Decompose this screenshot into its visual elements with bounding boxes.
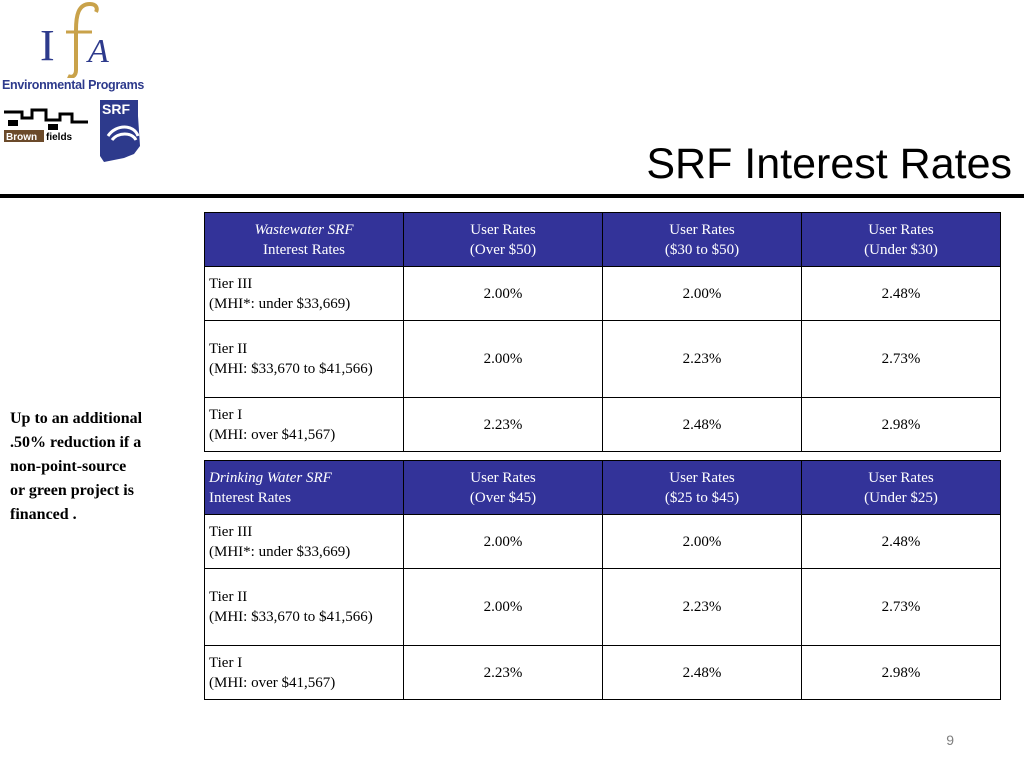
table-row xyxy=(205,569,1001,646)
header-subtitle: Interest Rates xyxy=(209,489,292,506)
header-label: User Rates xyxy=(868,469,934,486)
header-range: (Over $50) xyxy=(469,241,537,258)
rate-cell: 2.23% xyxy=(603,569,802,646)
tier-cell xyxy=(205,515,404,569)
tier-label: Tier II xyxy=(209,589,248,605)
table-row xyxy=(205,398,1001,452)
rate-cell: 2.00% xyxy=(603,515,802,569)
header-label: User Rates xyxy=(868,221,934,238)
rate-cell: 2.00% xyxy=(404,267,603,321)
header-cell xyxy=(603,461,802,515)
rate-cell: 2.00% xyxy=(404,321,603,398)
header-title: Wastewater SRF xyxy=(254,221,354,238)
rate-cell: 2.48% xyxy=(802,515,1001,569)
rate-cell: 2.98% xyxy=(802,646,1001,700)
tier-label: Tier III xyxy=(209,523,253,540)
mhi-label: (MHI: over $41,567) xyxy=(209,674,336,691)
rate-cell: 2.98% xyxy=(802,398,1001,452)
tier-cell xyxy=(205,569,404,646)
table-row xyxy=(205,267,1001,321)
brownfields-logo xyxy=(2,104,90,146)
mhi-label: (MHI: $33,670 to $41,566) xyxy=(209,609,373,625)
table-header-row xyxy=(205,213,1001,267)
tier-label: Tier I xyxy=(209,406,243,423)
ifa-logo-group xyxy=(0,0,160,170)
mhi-label: (MHI*: under $33,669) xyxy=(209,543,351,560)
rate-cell: 2.00% xyxy=(404,515,603,569)
header-label: User Rates xyxy=(470,469,536,486)
tier-cell xyxy=(205,646,404,700)
rate-cell: 2.48% xyxy=(603,398,802,452)
rate-cell: 2.48% xyxy=(603,646,802,700)
wastewater-rates-table xyxy=(204,212,1001,452)
header-cell xyxy=(802,213,1001,267)
header-label: User Rates xyxy=(669,469,735,486)
header-range: (Under $25) xyxy=(864,489,938,506)
mhi-label: (MHI: over $41,567) xyxy=(209,426,336,443)
table-row xyxy=(205,321,1001,398)
title-divider xyxy=(0,194,1024,198)
header-title: Drinking Water SRF xyxy=(209,469,332,486)
header-range: (Over $45) xyxy=(469,489,537,506)
table-header-row xyxy=(205,461,1001,515)
rate-cell: 2.48% xyxy=(802,267,1001,321)
header-label: User Rates xyxy=(470,221,536,238)
srf-logo-text: SRF xyxy=(102,101,130,117)
tier-cell xyxy=(205,321,404,398)
brownfields-top-text: Brown xyxy=(6,132,38,143)
header-cell xyxy=(802,461,1001,515)
tier-label: Tier I xyxy=(209,654,243,671)
header-range: (Under $30) xyxy=(864,241,938,258)
rate-cell: 2.73% xyxy=(802,569,1001,646)
tier-cell xyxy=(205,267,404,321)
rate-cell: 2.73% xyxy=(802,321,1001,398)
rate-cell: 2.00% xyxy=(404,569,603,646)
mhi-label: (MHI*: under $33,669) xyxy=(209,295,351,312)
rate-cell: 2.23% xyxy=(404,646,603,700)
brownfields-bottom-text: fields xyxy=(46,132,73,143)
table-row xyxy=(205,515,1001,569)
header-cell xyxy=(205,213,404,267)
rate-cell: 2.23% xyxy=(603,321,802,398)
side-note: Up to an additional .50% reduction if a non-point-source or green project is financed . xyxy=(10,410,143,523)
header-cell xyxy=(603,213,802,267)
srf-indiana-logo xyxy=(94,96,154,166)
header-range: ($30 to $50) xyxy=(664,241,740,258)
rate-cell: 2.00% xyxy=(603,267,802,321)
tier-label: Tier II xyxy=(209,341,248,357)
header-range: ($25 to $45) xyxy=(664,489,740,506)
header-label: User Rates xyxy=(669,221,735,238)
mhi-label: (MHI: $33,670 to $41,566) xyxy=(209,361,373,377)
svg-text:A: A xyxy=(88,33,109,70)
svg-text:I: I xyxy=(40,21,55,70)
ifa-logo-mark xyxy=(30,0,120,78)
rate-cell: 2.23% xyxy=(404,398,603,452)
tier-cell xyxy=(205,398,404,452)
header-cell xyxy=(404,213,603,267)
header-cell xyxy=(205,461,404,515)
tier-label: Tier III xyxy=(209,275,253,292)
drinking-water-rates-table xyxy=(204,460,1001,700)
table-row xyxy=(205,646,1001,700)
header-cell xyxy=(404,461,603,515)
page-number: 9 xyxy=(946,732,954,748)
header-subtitle: Interest Rates xyxy=(262,241,346,258)
page-title: SRF Interest Rates xyxy=(646,140,1012,188)
environmental-programs-label: Environmental Programs xyxy=(2,78,145,92)
